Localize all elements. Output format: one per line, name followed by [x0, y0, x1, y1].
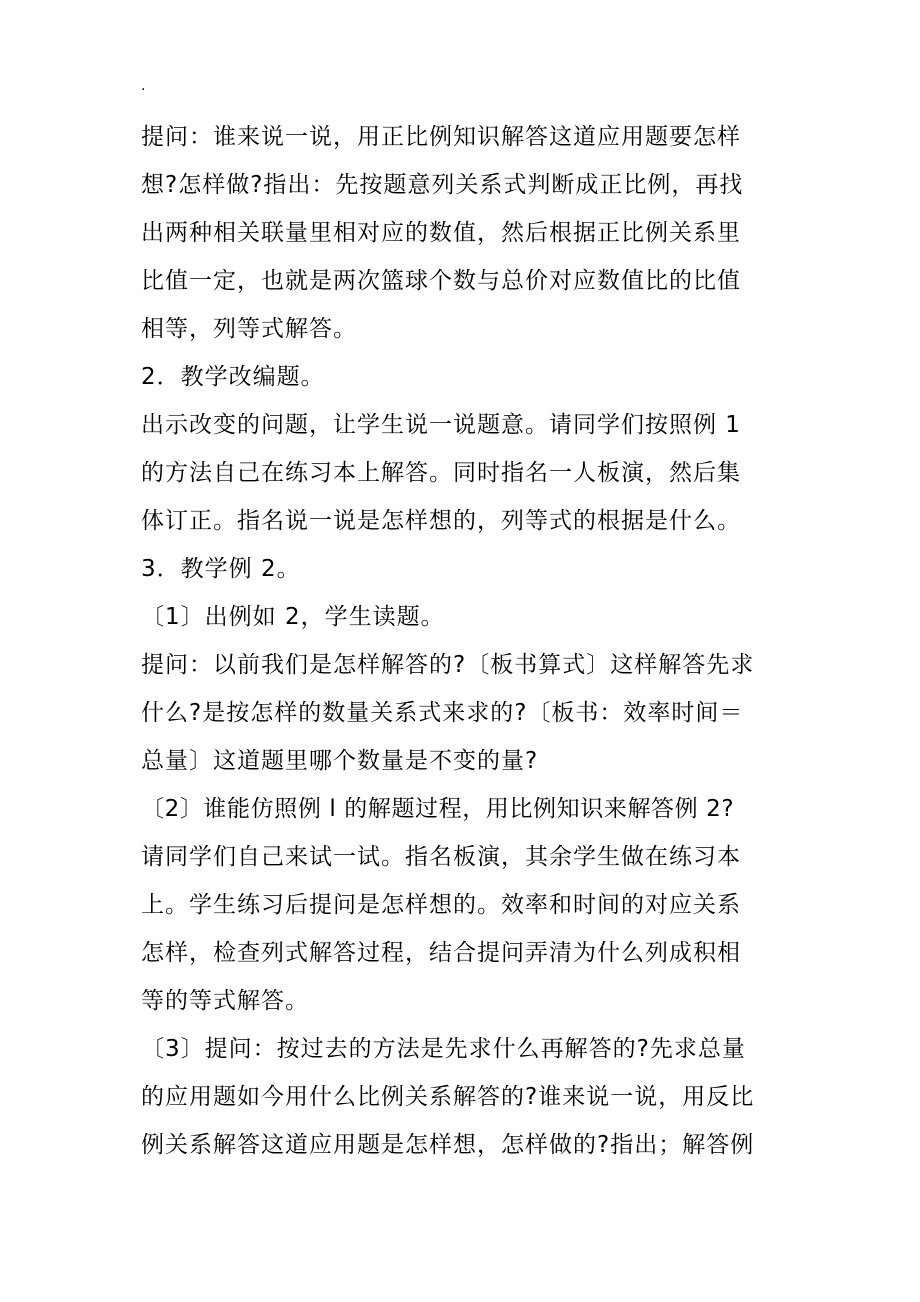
text-line: 等的等式解答。 [141, 988, 309, 1014]
text-line: 总量〕这道题里哪个数量是不变的量? [141, 748, 539, 774]
text-line: 〔2〕谁能仿照例 l 的解题过程，用比例知识来解答例 2? [141, 796, 735, 822]
text-line: 上。学生练习后提问是怎样想的。效率和时间的对应关系 [141, 892, 741, 918]
text-line: 〔1〕出例如 2，学生读题。 [141, 604, 445, 630]
text-line: 什么?是按怎样的数量关系式来求的?〔板书：效率时间＝ [141, 700, 744, 726]
text-line: 体订正。指名说一说是怎样想的，列等式的根据是什么。 [141, 508, 741, 534]
header-mark: . [141, 78, 146, 94]
text-line: 出两种相关联量里相对应的数值，然后根据正比例关系里 [141, 220, 741, 246]
text-line: 〔3〕提问：按过去的方法是先求什么再解答的?先求总量 [141, 1036, 746, 1062]
text-line: 相等，列等式解答。 [141, 316, 357, 342]
text-line: 出示改变的问题，让学生说一说题意。请同学们按照例 1 [141, 412, 741, 438]
text-line: 例关系解答这道应用题是怎样想，怎样做的?指出；解答例 [141, 1132, 755, 1158]
document-body [141, 113, 791, 1169]
text-line: 的方法自己在练习本上解答。同时指名一人板演，然后集 [141, 460, 741, 486]
text-line: 提问：谁来说一说，用正比例知识解答这道应用题要怎样 [141, 124, 741, 150]
text-line: 怎样，检查列式解答过程，结合提问弄清为什么列成积相 [141, 940, 741, 966]
section-heading: 2．教学改编题。 [141, 364, 325, 390]
text-line: 想?怎样做?指出：先按题意列关系式判断成正比例，再找 [141, 172, 744, 198]
text-line: 比值一定，也就是两次篮球个数与总价对应数值比的比值 [141, 268, 741, 294]
section-heading: 3．教学例 2。 [141, 556, 301, 582]
text-line: 请同学们自己来试一试。指名板演，其余学生做在练习本 [141, 844, 741, 870]
text-line: 提问：以前我们是怎样解答的?〔板书算式〕这样解答先求 [141, 652, 755, 678]
text-line: 的应用题如今用什么比例关系解答的?谁来说一说，用反比 [141, 1084, 755, 1110]
